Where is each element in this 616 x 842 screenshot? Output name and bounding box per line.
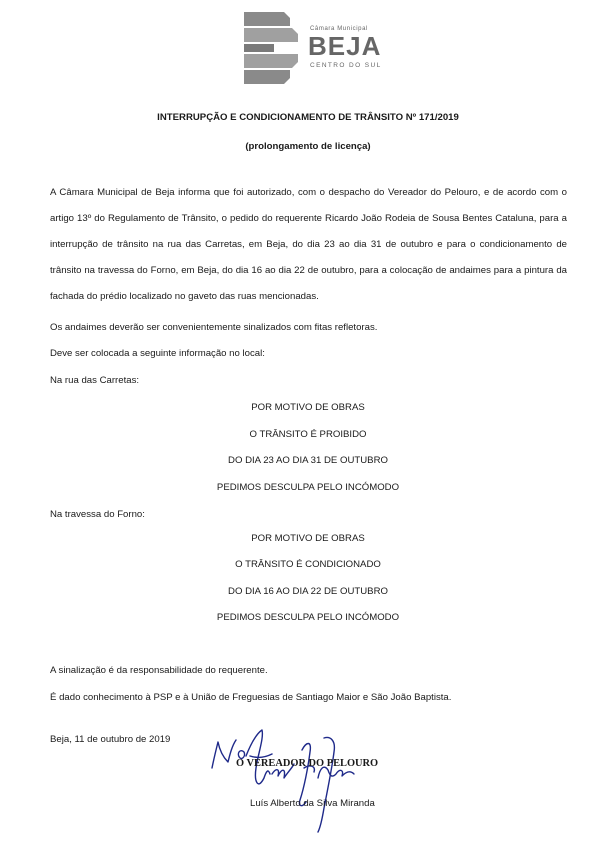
notice-line: DO DIA 16 AO DIA 22 DE OUTUBRO xyxy=(228,586,388,597)
notice-line: POR MOTIVO DE OBRAS xyxy=(251,533,365,544)
street1-label: Na rua das Carretas: xyxy=(50,375,140,386)
document-subtitle: (prolongamento de licença) xyxy=(245,141,371,152)
notice-line: PEDIMOS DESCULPA PELO INCÓMODO xyxy=(216,482,400,493)
knowledge-note: É dado conhecimento à PSP e à União de Freguesias de Santiago Maior e São João Baptista. xyxy=(50,692,452,703)
signer-name: Luís Alberto da Silva Miranda xyxy=(250,798,375,809)
notice-line: O TRÂNSITO É PROIBIDO xyxy=(249,429,367,440)
intro-paragraph: A Câmara Municipal de Beja informa que foi autorizado, com o despacho do Vereador do Pelouro, e de acordo com o artigo 13º do Regulamento de Trânsito, o pedido do requerente Ricardo João Rodeia de Sousa Bentes Cataluna, para a interrupção de trânsito na rua das Carretas, em Beja, do dia 23 ao dia 31 de outubro e para o condicionamento de trânsito na travessa do Forno, em Beja, do dia 16 ao dia 22 de outubro, para a colocação de andaimes para a pintura da fachada do prédio localizado no gaveto das ruas mencionadas. xyxy=(50,187,567,302)
document-title: INTERRUPÇÃO E CONDICIONAMENTO DE TRÂNSITO Nº 171/2019 xyxy=(157,112,459,123)
signer-title: O VEREADOR DO PELOURO xyxy=(236,758,379,769)
info-intro: Deve ser colocada a seguinte informação no local: xyxy=(50,348,265,359)
municipality-logo xyxy=(244,12,382,84)
responsibility-note: A sinalização é da responsabilidade do requerente. xyxy=(50,665,268,676)
date-line: Beja, 11 de outubro de 2019 xyxy=(50,734,171,745)
notice-line: O TRÂNSITO É CONDICIONADO xyxy=(235,559,381,570)
scaffolding-note: Os andaimes deverão ser convenientemente sinalizados com fitas refletoras. xyxy=(50,322,378,333)
street2-label: Na travessa do Forno: xyxy=(50,509,145,520)
notice-line: DO DIA 23 AO DIA 31 DE OUTUBRO xyxy=(228,455,388,466)
notice-line: PEDIMOS DESCULPA PELO INCÓMODO xyxy=(216,612,400,623)
logo-tagline: CENTRO DO SUL xyxy=(310,62,382,69)
handwritten-signature xyxy=(206,728,366,834)
notice-line: POR MOTIVO DE OBRAS xyxy=(251,402,365,413)
beja-logo-icon xyxy=(244,12,300,84)
logo-council-label: Câmara Municipal xyxy=(310,26,368,32)
logo-city-name: BEJA xyxy=(308,31,382,61)
